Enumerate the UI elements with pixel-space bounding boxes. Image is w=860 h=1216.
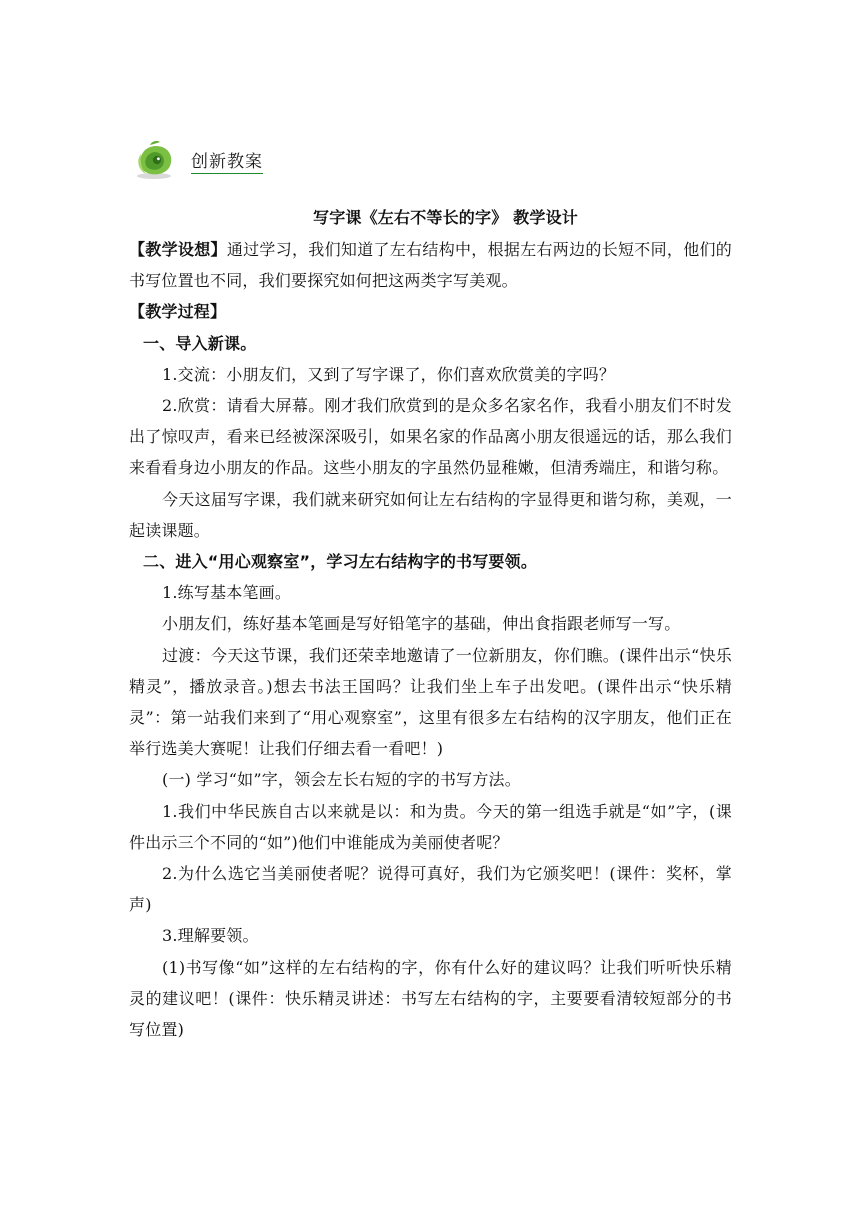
design-paragraph: [129, 234, 732, 296]
section-heading-2: 二、进入“用心观察室”，学习左右结构字的书写要领。: [143, 552, 538, 572]
paragraph: (一) 学习“如”字，领会左长右短的字的书写方法。: [162, 770, 521, 790]
header: [132, 140, 263, 180]
header-label: 创新教案: [191, 147, 263, 174]
paragraph: (1)书写像“如”这样的左右结构的字，你有什么好的建议吗？让我们听听快乐精灵的建议吧！(课件：快乐精灵讲述：书写左右结构的字，主要要看清较短部分的书写位置): [129, 957, 732, 1040]
design-text: 通过学习，我们知道了左右结构中，根据左右两边的长短不同，他们的书写位置也不同，我们要探究如何把这两类字写美观。: [129, 240, 733, 291]
paragraph: 今天这届写字课，我们就来研究如何让左右结构的字显得更和谐匀称，美观，一起读课题。: [129, 489, 732, 540]
paragraph: 2.欣赏：请看大屏幕。刚才我们欣赏到的是众多名家名作，我看小朋友们不时发出了惊叹声，看来已经被深深吸引，如果名家的作品离小朋友很遥远的话，那么我们来看看身边小朋友的作品。这些小朋友的字虽然仍显稚嫩，但清秀端庄，和谐匀称。: [129, 396, 732, 478]
paragraph: 1.练写基本笔画。: [162, 583, 292, 603]
document-title: 写字课《左右不等长的字》 教学设计: [313, 208, 578, 227]
section-heading-1: 一、导入新课。: [143, 333, 257, 353]
paragraph: 小朋友们，练好基本笔画是写好铅笔字的基础，伸出食指跟老师写一写。: [162, 614, 681, 634]
paragraph: 1.我们中华民族自古以来就是以：和为贵。今天的第一组选手就是“如”字，(课件出示三个不同的“如”)他们中谁能成为美丽使者呢？: [129, 801, 732, 852]
paragraph: 过渡：今天这节课，我们还荣幸地邀请了一位新朋友，你们瞧。(课件出示“快乐精灵”，播放录音。)想去书法王国吗？让我们坐上车子出发吧。(课件出示“快乐精灵”：第一站我们来到了“用心观察室”，这里有很多左右结构的汉字朋友，他们正在举行选美大赛呢！让我们仔细去看一看吧！): [129, 645, 732, 759]
paragraph: 3.理解要领。: [162, 926, 259, 946]
document-body: [129, 202, 732, 1045]
paragraph: 2.为什么选它当美丽使者呢？说得可真好，我们为它颁奖吧！(课件：奖杯，掌声): [129, 864, 732, 915]
design-label: 【教学设想】: [129, 240, 227, 259]
paragraph: 1.交流：小朋友们，又到了写字课了，你们喜欢欣赏美的字吗？: [162, 364, 616, 384]
green-leaf-logo-icon: [132, 140, 176, 180]
process-label: 【教学过程】: [129, 302, 227, 322]
